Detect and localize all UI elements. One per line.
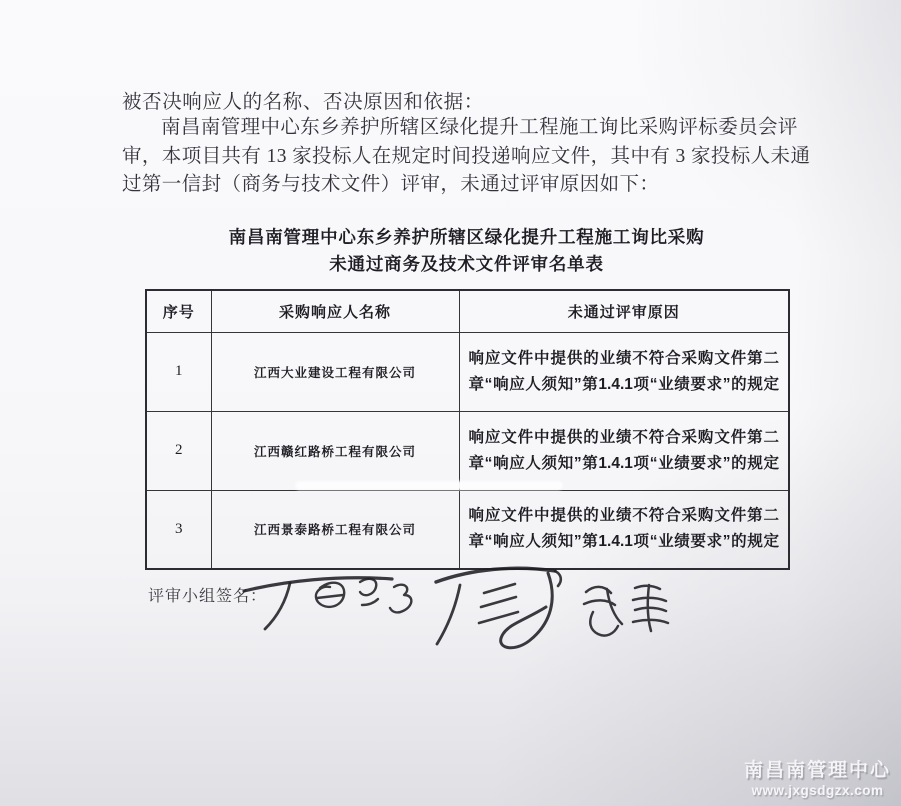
table-row — [146, 411, 789, 490]
signature-label: 评审小组签名： — [148, 588, 268, 605]
handwritten-signature-2 — [428, 556, 586, 652]
col-header-reason: 未通过评审原因 — [459, 290, 789, 332]
row-seq: 1 — [146, 332, 211, 411]
rejection-reason: 响应文件中提供的业绩不符合采购文件第二章“响应人须知”第1.4.1项“业绩要求”的规定 — [459, 411, 789, 490]
paragraph-line: 南昌南管理中心东乡养护所辖区绿化提升工程施工询比采购评标委员会评 — [161, 117, 798, 138]
paragraph-line: 过第一信封（商务与技术文件）评审，未通过评审原因如下： — [122, 174, 660, 195]
col-header-seq: 序号 — [146, 290, 211, 332]
table-title — [145, 224, 788, 278]
table-title-line1: 南昌南管理中心东乡养护所辖区绿化提升工程施工询比采购 — [228, 227, 705, 247]
watermark-title: 南昌南管理中心 — [743, 760, 891, 781]
table-row — [146, 332, 789, 411]
handwritten-signature-3 — [578, 577, 676, 635]
section-heading: 被否决响应人的名称、否决原因和依据： — [122, 92, 484, 113]
whiteout-smudge — [295, 481, 563, 490]
rejection-reason: 响应文件中提供的业绩不符合采购文件第二章“响应人须知”第1.4.1项“业绩要求”的规定 — [459, 490, 789, 569]
row-seq: 2 — [146, 411, 211, 490]
bidder-name: 江西景泰路桥工程有限公司 — [211, 490, 459, 569]
intro-paragraph — [122, 114, 811, 200]
bidder-name: 江西大业建设工程有限公司 — [211, 332, 459, 411]
table-header-row — [146, 290, 789, 332]
watermark-url: www.jxgsdgzx.com — [751, 783, 884, 798]
col-header-bidder: 采购响应人名称 — [211, 290, 459, 332]
table-title-line2: 未通过商务及技术文件评审名单表 — [329, 254, 604, 274]
bidder-name: 江西赣红路桥工程有限公司 — [211, 411, 459, 490]
rejection-list-table — [145, 289, 790, 570]
paragraph-line: 审，本项目共有 13 家投标人在规定时间投递响应文件，其中有 3 家投标人未通 — [122, 145, 811, 167]
watermark — [744, 755, 891, 798]
rejection-reason: 响应文件中提供的业绩不符合采购文件第二章“响应人须知”第1.4.1项“业绩要求”的规定 — [459, 332, 789, 411]
row-seq: 3 — [146, 490, 211, 569]
handwritten-signature-1 — [240, 560, 425, 634]
